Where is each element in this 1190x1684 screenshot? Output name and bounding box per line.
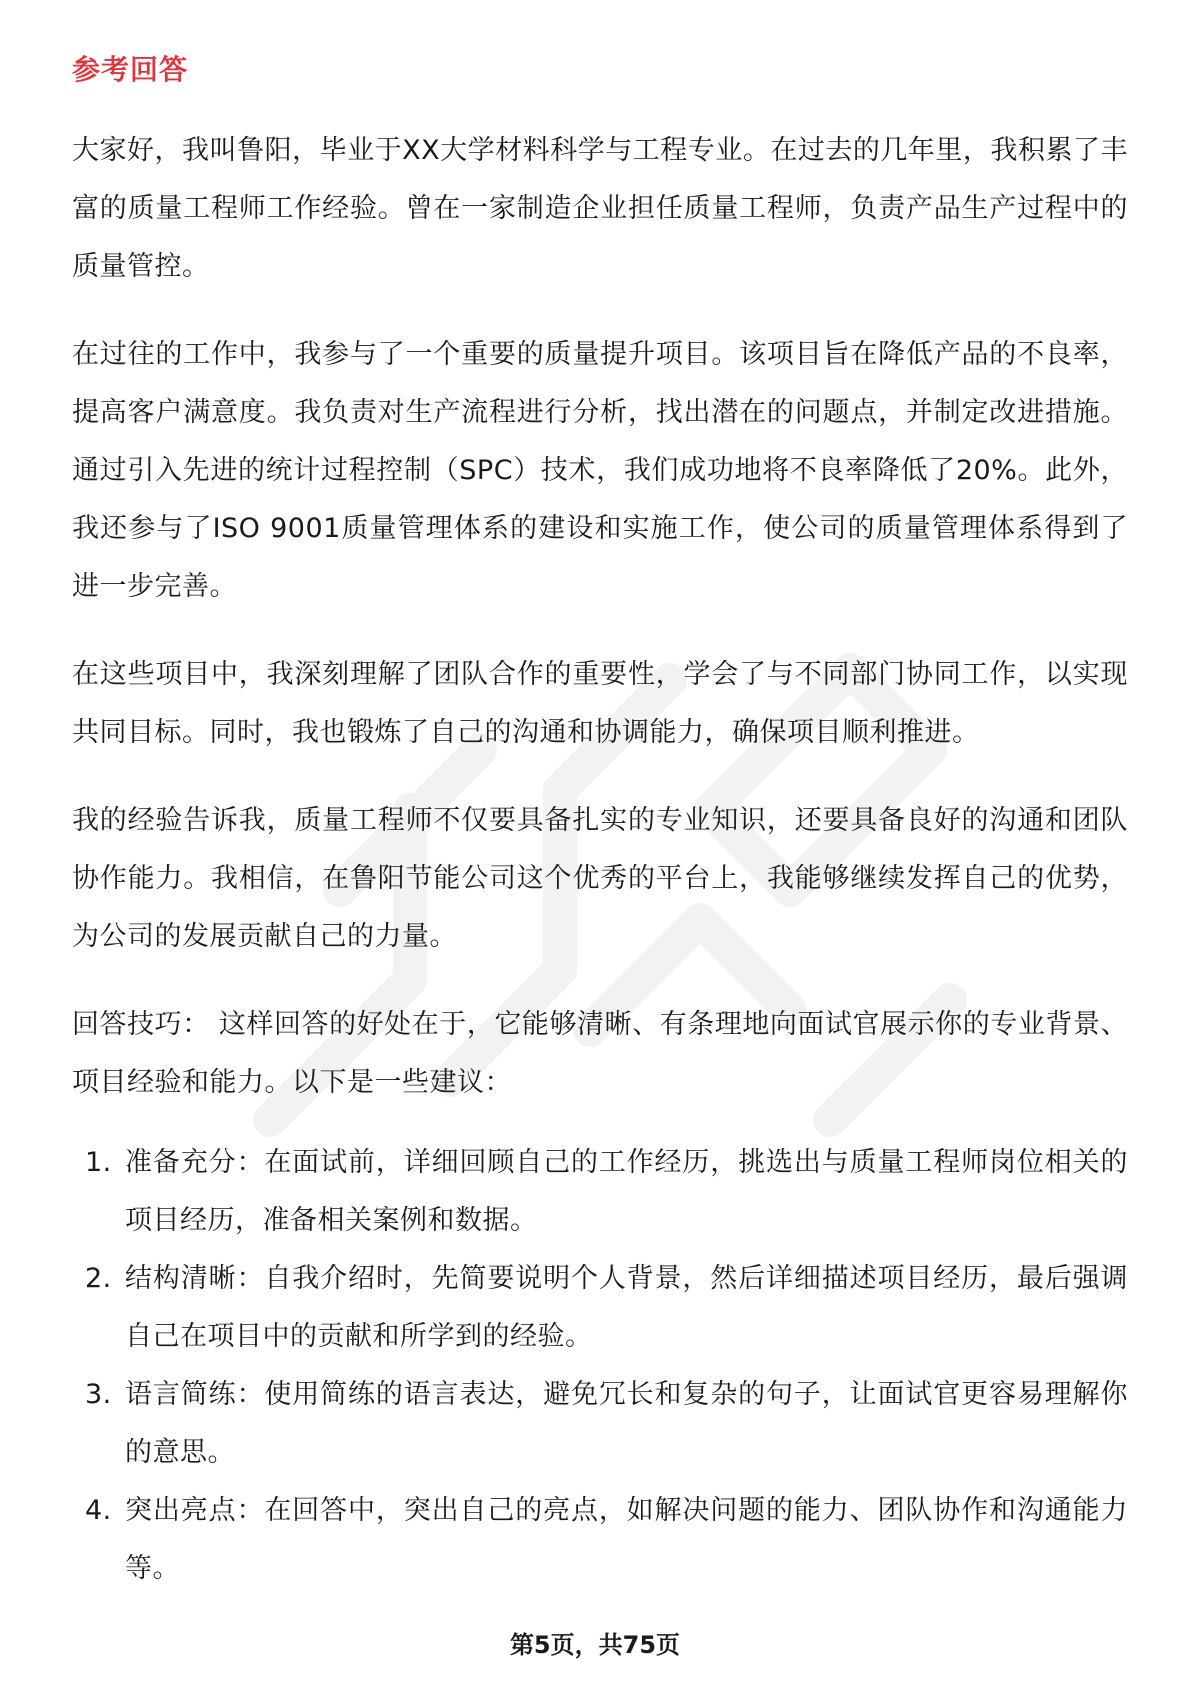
list-item-text: 语言简练：使用简练的语言表达，避免冗长和复杂的句子，让面试官更容易理解你的意思。 [125, 1379, 1128, 1468]
paragraph-conclusion: 我的经验告诉我，质量工程师不仅要具备扎实的专业知识，还要具备良好的沟通和团队协作能力。我相信，在鲁阳节能公司这个优秀的平台上，我能够继续发挥自己的优势，为公司的发展贡献自己的力量。 [72, 805, 1128, 952]
section-title: 参考回答 [72, 53, 189, 86]
list-item-text: 准备充分：在面试前，详细回顾自己的工作经历，挑选出与质量工程师岗位相关的项目经历，准备相关案例和数据。 [125, 1147, 1128, 1236]
list-item [72, 1366, 1128, 1482]
list-item-text: 突出亮点：在回答中，突出自己的亮点，如解决问题的能力、团队协作和沟通能力等。 [125, 1495, 1128, 1584]
list-item-number: 1. [85, 1147, 112, 1178]
list-item [72, 1482, 1128, 1598]
list-item-text: 结构清晰：自我介绍时，先简要说明个人背景，然后详细描述项目经历，最后强调自己在项目中的贡献和所学到的经验。 [125, 1263, 1128, 1352]
tips-list [72, 1134, 1128, 1598]
list-item [72, 1250, 1128, 1366]
list-item [72, 1134, 1128, 1250]
paragraph-project: 在过往的工作中，我参与了一个重要的质量提升项目。该项目旨在降低产品的不良率，提高客户满意度。我负责对生产流程进行分析，找出潜在的问题点，并制定改进措施。通过引入先进的统计过程控制（SPC）技术，我们成功地将不良率降低了20%。此外，我还参与了ISO 9001质量管理体系的建设和实施工作，使公司的质量管理体系得到了进一步完善。 [72, 339, 1128, 602]
list-item-number: 2. [85, 1263, 112, 1294]
paragraph-teamwork: 在这些项目中，我深刻理解了团队合作的重要性，学会了与不同部门协同工作，以实现共同目标。同时，我也锻炼了自己的沟通和协调能力，确保项目顺利推进。 [72, 659, 1128, 748]
paragraph-tips-intro: 回答技巧： 这样回答的好处在于，它能够清晰、有条理地向面试官展示你的专业背景、项目经验和能力。以下是一些建议： [72, 1009, 1128, 1098]
list-item-number: 3. [85, 1379, 112, 1410]
list-item-number: 4. [85, 1495, 112, 1526]
paragraph-intro: 大家好，我叫鲁阳，毕业于XX大学材料科学与工程专业。在过去的几年里，我积累了丰富的质量工程师工作经验。曾在一家制造企业担任质量工程师，负责产品生产过程中的质量管控。 [72, 135, 1128, 282]
page-footer: 第5页，共75页 [509, 1631, 681, 1659]
answer-content [72, 122, 1128, 1598]
